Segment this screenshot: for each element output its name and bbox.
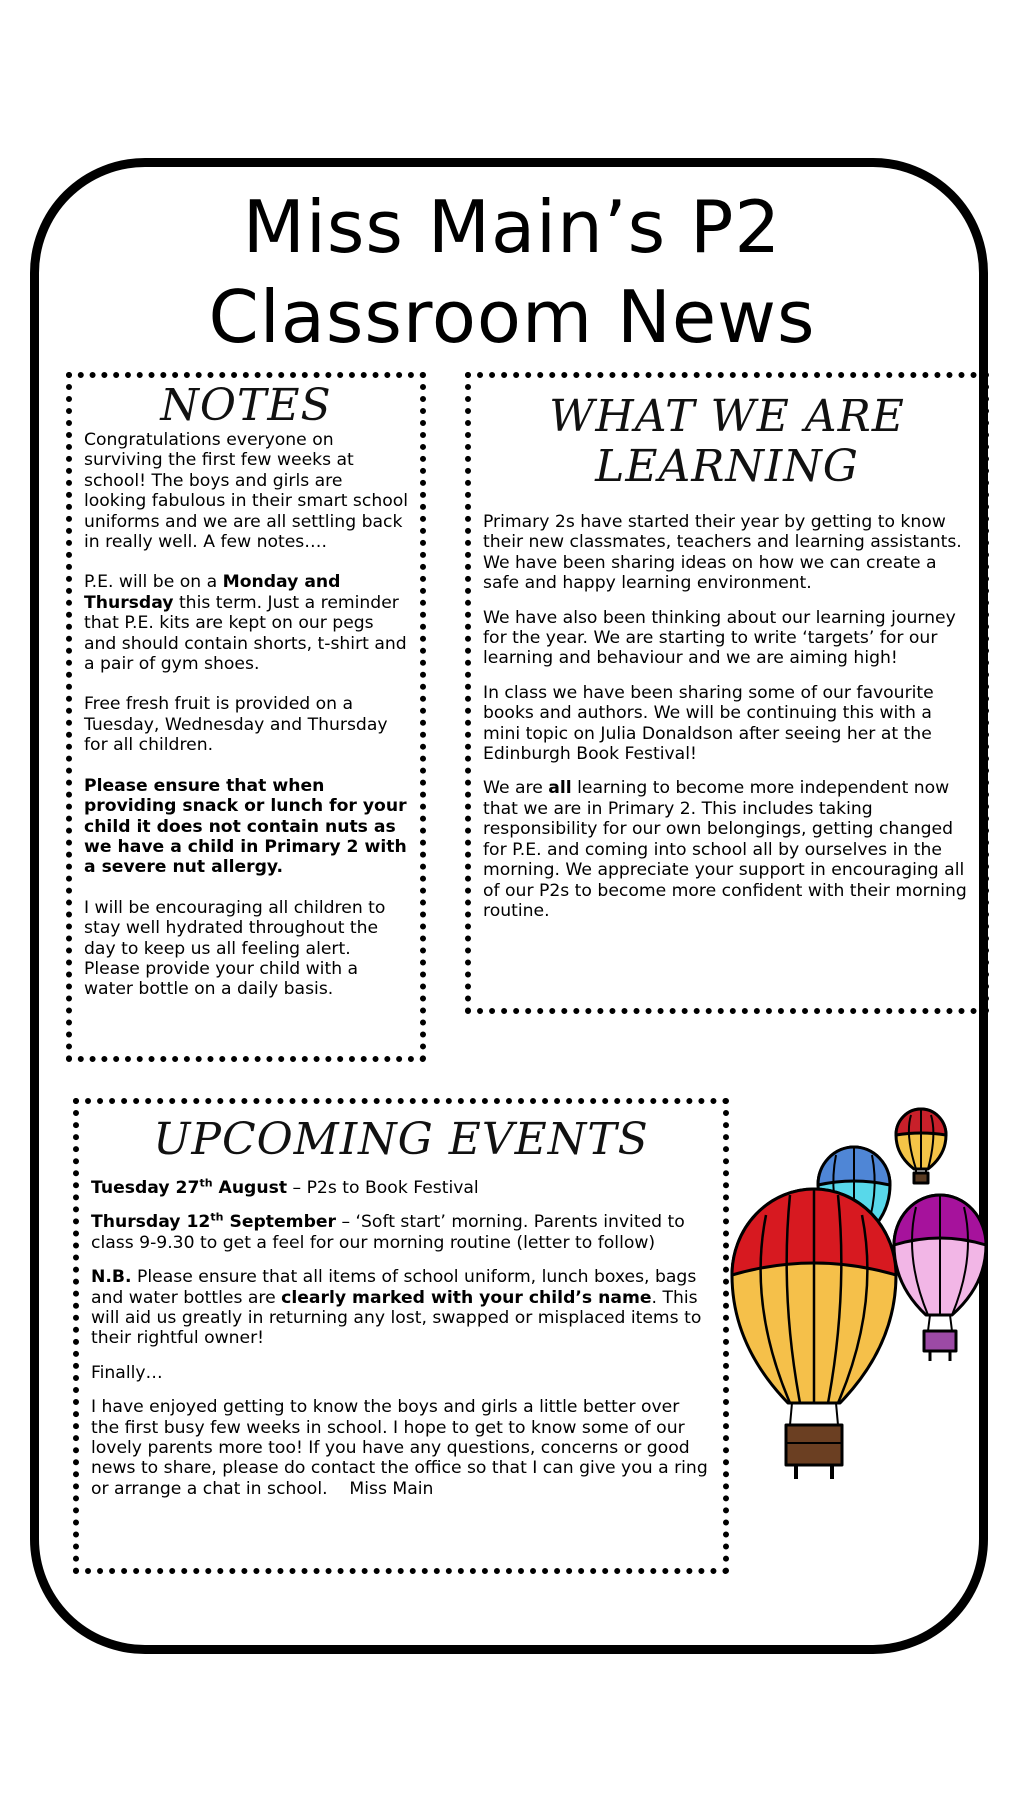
pink-balloon — [894, 1195, 986, 1361]
events-finally: Finally… — [91, 1362, 163, 1383]
event-description: – ‘Soft start’ morning. Parents invited to class 9-9.30 to get a feel for our morning routine (letter to follow) — [91, 1212, 685, 1253]
learning-paragraph-2: We have also been thinking about our learning journey for the year. We are starting to write ‘targets’ for our learning and behaviour and we are aiming high! — [483, 607, 956, 669]
small-balloon — [896, 1109, 946, 1183]
events-heading: UPCOMING EVENTS — [153, 1114, 649, 1165]
nb-label: N.B. — [91, 1267, 132, 1288]
notes-pe-text-end: this term. Just a reminder that P.E. kits are kept on our pegs and should contain shorts, t-shirt and a pair of gym shoes. — [84, 592, 407, 675]
page-title-line-2: Classroom News — [208, 275, 816, 359]
learning-p4-emphasis: all — [548, 778, 572, 799]
notes-paragraph-allergy: Please ensure that when providing snack or lunch for your child it does not contain nuts as we have a child in Primary 2 with a severe nut allergy. — [84, 775, 407, 878]
learning-paragraph-3: In class we have been sharing some of our favourite books and authors. We will be continuing this with a mini topic on Julia Donaldson after seeing her at the Edinburgh Book Festival! — [483, 682, 934, 765]
notes-pe-text: P.E. will be on a — [84, 572, 223, 593]
learning-body — [471, 512, 983, 921]
event-description: – P2s to Book Festival — [287, 1178, 479, 1198]
nb-emphasis: clearly marked with your child’s name — [281, 1287, 652, 1308]
learning-paragraph-1: Primary 2s have started their year by getting to know their new classmates, teachers and learning assistants. We have been sharing ideas on how we can create a safe and happy learning environment. — [483, 512, 962, 594]
notes-section — [66, 372, 426, 1062]
event-date: Tuesday 27th August — [91, 1176, 288, 1198]
event-item-soft-start — [91, 1212, 709, 1253]
learning-p4-end: learning to become more independent now that we are in Primary 2. This includes taking responsibility for our own belongings, getting changed for P.E. and coming into school all by ourselves in the morning. We appreciate your support in encouraging all of our P2s to become more confident with their morning routine. — [483, 778, 967, 921]
events-body — [79, 1178, 723, 1499]
notes-paragraph-intro: Congratulations everyone on surviving the first few weeks at school! The boys and girls are looking fabulous in their smart school uniforms and we are all settling back in really well. A few notes…. — [84, 430, 409, 553]
event-item-book-festival — [91, 1178, 709, 1198]
page-title-line-1: Miss Main’s P2 — [242, 185, 782, 269]
notes-paragraph-water: I will be encouraging all children to stay well hydrated throughout the day to keep us all feeling alert. Please provide your child with a water bottle on a daily basis. — [84, 897, 386, 1000]
signature: Miss Main — [349, 1478, 434, 1499]
events-closing-paragraph — [91, 1397, 709, 1499]
nb-text: Please ensure that all items of school uniform, lunch boxes, bags and water bottles are — [91, 1267, 697, 1308]
learning-section — [465, 372, 989, 1014]
hot-air-balloons-icon — [726, 1095, 1010, 1535]
learning-heading: WHAT WE ARE LEARNING — [549, 391, 905, 492]
event-date: Thursday 12th September — [91, 1210, 337, 1233]
events-section — [73, 1098, 729, 1574]
nb-text-end: . This will aid us greatly in returning any lost, swapped or misplaced items to their rightful owner! — [91, 1287, 702, 1349]
learning-paragraph-4 — [483, 778, 971, 921]
closing-text: I have enjoyed getting to know the boys and girls a little better over the first busy few weeks in school. I hope to get to know some of our lovely parents more too! If you have any questions, concerns or good news to share, please do contact the office so that I can give you a ring or arrange a chat in school. — [91, 1397, 708, 1499]
notes-pe-days: Monday and Thursday — [84, 572, 341, 613]
notes-body — [72, 430, 420, 1000]
notes-paragraph-pe — [84, 572, 410, 674]
large-balloon — [732, 1189, 896, 1479]
learning-p4-start: We are — [483, 778, 549, 799]
notes-paragraph-fruit: Free fresh fruit is provided on a Tuesday, Wednesday and Thursday for all children. — [84, 694, 388, 756]
notes-heading: NOTES — [160, 380, 332, 431]
events-nb-paragraph — [91, 1267, 709, 1349]
